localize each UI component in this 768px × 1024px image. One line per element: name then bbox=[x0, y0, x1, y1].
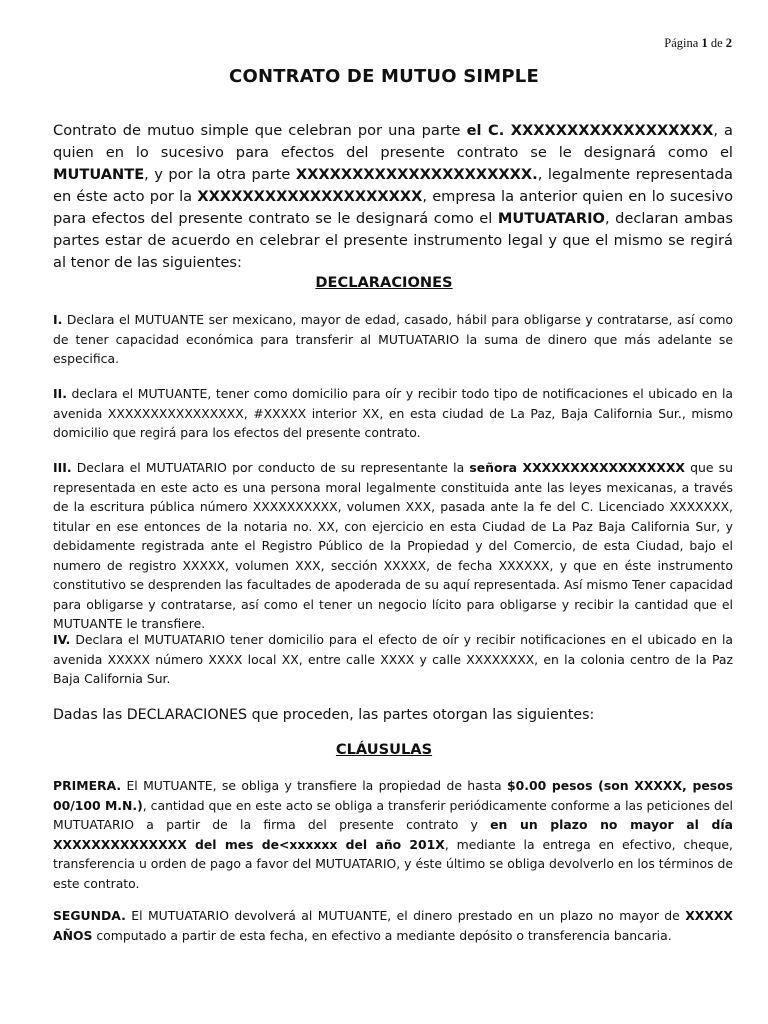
declaration-4: IV. Declara el MUTUATARIO tener domicilio para el efecto de oír y recibir notificaciones en el ubicado en la avenida XXXXX número XXXX local XX, entre calle XXXX y calle XXXXXXXX, en la colonia centro de la Paz Baja California Sur. bbox=[53, 632, 733, 686]
declaraciones-heading: DECLARACIONES bbox=[315, 274, 453, 291]
declaration-2: II. declara el MUTUANTE, tener como domicilio para oír y recibir todo tipo de notificaciones el ubicado en la avenida XXXXXXXXXXXXXXXX, #XXXXX interior XX, en esta ciudad de La Paz, Baja California Sur., mismo domicilio que regirá para los efectos del presente contrato. bbox=[53, 386, 733, 440]
declaration-3: III. Declara el MUTUATARIO por conducto de su representante la señora XXXXXXXXXXXXXXXXX que su representada en este acto es una persona moral legalmente constituida ante las leyes mexicanas, a través de la escritura pública número XXXXXXXXXX, volumen XXX, pasada ante la fe del C. Licenciado XXXXXXX, titular en ese entonces de la notaria no. XX, con ejercicio en esta Ciudad de La Paz Baja California Sur, y debidamente registrada ante el Registro Público de la Propiedad y del Comercio, de esta Ciudad, bajo el numero de registro XXXXX, volumen XXX, sección XXXXX, de fecha XXXXXX, y que en éste instrumento constitutivo se desprenden las facultades de apoderada de su aquí representada. Así mismo Tener capacidad para obligarse y contratarse, así como el tener un negocio lícito para obligarse y recibir la cantidad que el MUTUANTE le transfiere. bbox=[53, 460, 733, 631]
clause-segunda: SEGUNDA. El MUTUATARIO devolverá al MUTUANTE, el dinero prestado en un plazo no mayor de XXXXX AÑOS computado a partir de esta fecha, en efectivo a mediante depósito o transferencia bancaria. bbox=[53, 908, 733, 943]
document-title: CONTRATO DE MUTUO SIMPLE bbox=[229, 66, 539, 87]
declaration-1: I. Declara el MUTUANTE ser mexicano, mayor de edad, casado, hábil para obligarse y contratarse, así como de tener capacidad económica para transferir al MUTUATARIO la suma de dinero que más adelante se especifica. bbox=[53, 312, 733, 366]
clausulas-heading: CLÁUSULAS bbox=[335, 741, 433, 758]
clause-primera: PRIMERA. El MUTUANTE, se obliga y transfiere la propiedad de hasta $0.00 pesos (son XXXXX, pesos 00/100 M.N.), cantidad que en este acto se obliga a transferir periódicamente conforme a las peticiones del MUTUATARIO a partir de la firma del presente contrato y en un plazo no mayor al día XXXXXXXXXXXXXX del mes de<xxxxxx del año 201X, mediante la entrega en efectivo, cheque, transferencia u orden de pago a favor del MUTUATARIO, y éste último se obliga devolverlo en los términos de este contrato. bbox=[53, 778, 733, 891]
page-number: Página 1 de 2 bbox=[664, 36, 732, 50]
intro-paragraph: Contrato de mutuo simple que celebran por una parte el C. XXXXXXXXXXXXXXXXXX, a quien en lo sucesivo para efectos del presente contrato se le designará como el MUTUANTE, y por la otra parte XXXXXXXXXXXXXXXXXXXXX., legalmente representada en éste acto por la XXXXXXXXXXXXXXXXXXXX, empresa la anterior quien en lo sucesivo para efectos del presente contrato se le designará como el MUTUATARIO, declaran ambas partes estar de acuerdo en celebrar el presente instrumento legal y que el mismo se regirá al tenor de las siguientes: bbox=[53, 122, 734, 271]
dadas-line: Dadas las DECLARACIONES que proceden, las partes otorgan las siguientes: bbox=[53, 707, 595, 723]
